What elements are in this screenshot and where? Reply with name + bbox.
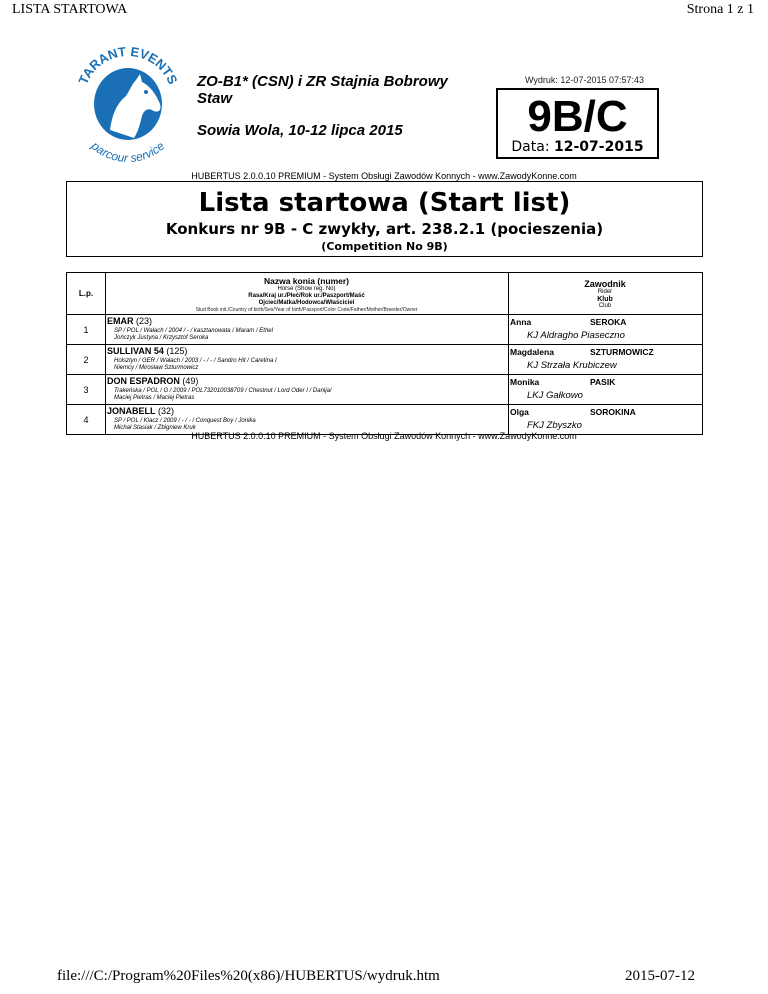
- horse-name: [107, 346, 187, 356]
- header-horse-sub1: Horse (Show reg. No): [277, 286, 336, 292]
- horse-name: [107, 406, 174, 416]
- table-row: [67, 345, 702, 375]
- horse-name: [107, 316, 152, 326]
- row-rider: [508, 315, 702, 344]
- row-lp: 3: [67, 375, 106, 404]
- row-rider: [508, 375, 702, 404]
- table-header: [67, 273, 702, 315]
- table-row: [67, 375, 702, 405]
- horse-details: [114, 358, 277, 372]
- header-lp: L.p.: [67, 273, 106, 314]
- print-footer-date: 2015-07-12: [625, 968, 695, 984]
- horse-details-line1: Trakeńska / POL / G / 2009 / POL732010038709 / Chestnut / Lord Oder I / Danija/: [114, 388, 332, 394]
- print-header-title: LISTA STARTOWA: [12, 2, 128, 17]
- header-rider-main: Zawodnik: [584, 279, 626, 289]
- competition-date-label: Data:: [511, 139, 550, 155]
- title-box: [66, 181, 703, 257]
- horse-details: [114, 328, 273, 342]
- header-horse: [105, 273, 509, 314]
- rider-club: FKJ Zbyszko: [527, 420, 582, 431]
- horse-number: (32): [158, 406, 175, 416]
- rider-club: LKJ Gałkowo: [527, 390, 583, 401]
- system-info-bottom: HUBERTUS 2.0.0.10 PREMIUM - System Obsługi Zawodów Konnych - www.ZawodyKonne.com: [191, 431, 577, 441]
- horse-details-line2: Niemcy / Mirosław Szturmowicz: [114, 365, 199, 371]
- competition-code-box: [496, 88, 659, 159]
- horse-details-line2: Maciej Pietras / Maciej Pietras: [114, 395, 195, 401]
- rider-first-name: Olga: [510, 407, 529, 417]
- horse-details-line1: Holsztyn / GER / Wałach / 2003 / - / - / Sandro Hit / Caretina I: [114, 358, 277, 364]
- row-rider: [508, 345, 702, 374]
- rider-first-name: Anna: [510, 317, 532, 327]
- row-horse: [105, 345, 509, 374]
- competition-date-value: 12-07-2015: [554, 139, 644, 155]
- header-rider-sub2: Klub: [597, 296, 613, 303]
- header-horse-sub4: Stud Book init./Country of birth/Sex/Year of birth/Passport/Color Code/Father/Mother/Breeder/Owner: [195, 307, 418, 313]
- header-horse-main: Nazwa konia (numer): [263, 276, 350, 286]
- rider-last-name: SEROKA: [590, 317, 627, 327]
- horse-number: (49): [182, 376, 199, 386]
- start-list-title: Lista startowa (Start list): [198, 188, 571, 218]
- competition-date: [498, 139, 657, 155]
- rider-last-name: SZTURMOWICZ: [590, 347, 654, 357]
- competition-code: 9B/C: [527, 92, 628, 141]
- rider-last-name: SOROKINA: [590, 407, 636, 417]
- competition-name: Konkurs nr 9B - C zwykły, art. 238.2.1 (pocieszenia): [165, 220, 604, 238]
- logo-brand-bottom: parcour service: [88, 138, 168, 166]
- row-lp: 1: [67, 315, 106, 344]
- event-title: ZO-B1* (CSN) i ZR Stajnia Bobrowy Staw: [197, 73, 448, 107]
- row-horse: [105, 315, 509, 344]
- row-horse: [105, 375, 509, 404]
- header-horse-sub2: Rasa/Kraj ur./Płeć/Rok ur./Paszport/Maść: [248, 293, 365, 299]
- header-rider: [508, 273, 702, 314]
- table-row: [67, 315, 702, 345]
- header-rider-sub3: Club: [598, 303, 612, 309]
- table-row: [67, 405, 702, 434]
- print-footer-path: file:///C:/Program%20Files%20(x86)/HUBERTUS/wydruk.htm: [57, 968, 440, 984]
- header-rider-sub1: Rider: [597, 289, 613, 295]
- print-timestamp: Wydruk: 12-07-2015 07:57:43: [525, 75, 644, 85]
- horse-name-text: SULLIVAN 54: [107, 346, 164, 356]
- horse-number: (23): [136, 316, 153, 326]
- horse-details-line2: Jończyk Justyna / Krzysztof Seroka: [114, 335, 209, 341]
- rider-first-name: Monika: [510, 377, 540, 387]
- event-place-dates: Sowia Wola, 10-12 lipca 2015: [197, 122, 403, 139]
- horse-details: [114, 388, 332, 402]
- horse-details-line1: SP / POL / Wałach / 2004 / - / kasztanowata / Maram / Ethel: [114, 328, 273, 334]
- rider-last-name: PASIK: [590, 377, 616, 387]
- row-lp: 2: [67, 345, 106, 374]
- horse-details-line2: Michał Stasiak / Zbigniew Kruk: [114, 425, 196, 431]
- tarant-events-logo: [70, 38, 186, 174]
- horse-number: (125): [166, 346, 188, 356]
- horse-details-line1: SP / POL / Klacz / 2009 / - / - / Conquest Boy / Jonika: [114, 418, 256, 424]
- rider-first-name: Magdalena: [510, 347, 554, 357]
- horse-name: [107, 376, 198, 386]
- row-rider: [508, 405, 702, 434]
- logo-brand-top: TARANT EVENTS: [75, 43, 181, 87]
- competition-number-en: (Competition No 9B): [321, 240, 448, 253]
- start-list-table: [66, 272, 703, 435]
- horse-name-text: JONABELL: [107, 406, 156, 416]
- rider-club: KJ Strzała Krubiczew: [527, 360, 617, 371]
- rider-club: KJ Aldragho Piaseczno: [527, 330, 625, 341]
- row-lp: 4: [67, 405, 106, 434]
- header-horse-sub3: Ojciec/Matka/Hodowca/Właściciel: [258, 300, 355, 306]
- row-horse: [105, 405, 509, 434]
- horse-name-text: EMAR: [107, 316, 134, 326]
- system-info-top: HUBERTUS 2.0.0.10 PREMIUM - System Obsługi Zawodów Konnych - www.ZawodyKonne.com: [191, 171, 577, 181]
- print-header-page: Strona 1 z 1: [686, 2, 754, 17]
- horse-details: [114, 418, 256, 432]
- horse-name-text: DON ESPADRON: [107, 376, 180, 386]
